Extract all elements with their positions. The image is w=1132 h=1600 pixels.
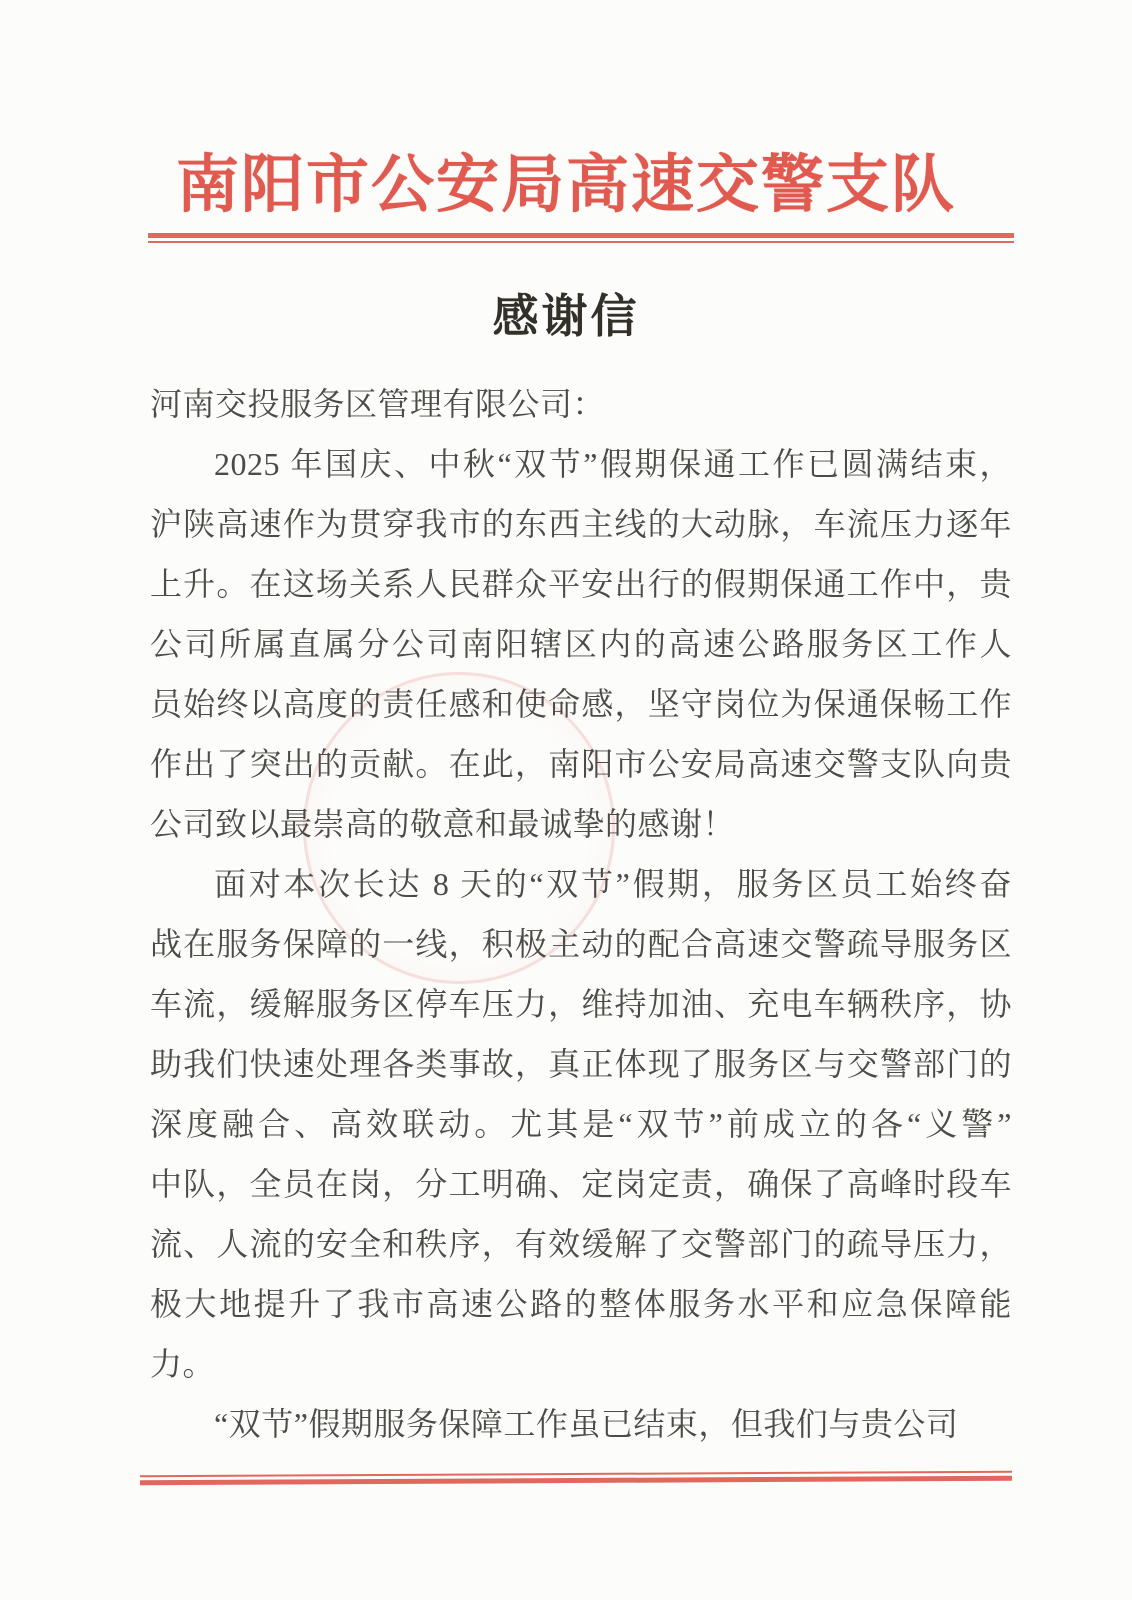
document-title: 感谢信: [492, 291, 640, 342]
letterhead-double-rule: [148, 233, 1014, 243]
letter-line-p2-l2: 车流，缓解服务区停车压力，维持加油、充电车辆秩序，协: [150, 986, 1012, 1022]
letter-line-p2-l7: 极大地提升了我市高速公路的整体服务水平和应急保障能: [150, 1286, 1012, 1322]
letter-line-p1-l0: 2025 年国庆、中秋“双节”假期保通工作已圆满结束，: [214, 446, 1012, 482]
letter-line-p2-l4: 深度融合、高效联动。尤其是“双节”前成立的各“义警”: [150, 1106, 1012, 1142]
letterhead-org-title: 南阳市公安局高速交警支队: [176, 150, 956, 220]
letter-line-p1-l4: 员始终以高度的责任感和使命感，坚守岗位为保通保畅工作: [150, 686, 1012, 722]
letter-line-p2-l3: 助我们快速处理各类事故，真正体现了服务区与交警部门的: [150, 1046, 1012, 1082]
letter-line-p1-l5: 作出了突出的贡献。在此，南阳市公安局高速交警支队向贵: [150, 746, 1012, 782]
letter-line-p2-l6: 流、人流的安全和秩序，有效缓解了交警部门的疏导压力，: [150, 1226, 1012, 1262]
letter-line-p1-l1: 沪陕高速作为贯穿我市的东西主线的大动脉，车流压力逐年: [150, 506, 1012, 542]
letter-line-p2-l8: 力。: [150, 1346, 216, 1382]
letter-body: [150, 374, 1012, 1454]
letter-line-p1-l2: 上升。在这场关系人民群众平安出行的假期保通工作中，贵: [150, 566, 1012, 602]
letter-line-p2-l0: 面对本次长达 8 天的“双节”假期，服务区员工始终奋: [214, 866, 1012, 902]
letter-line-p1-l6: 公司致以最崇高的敬意和最诚挚的感谢！: [150, 806, 736, 842]
rule-thin-bar: [148, 241, 1014, 243]
letter-line-p0-l0: 河南交投服务区管理有限公司：: [150, 386, 606, 422]
footer-double-rule: [140, 1471, 1012, 1486]
letter-line-p3-l0: “双节”假期服务保障工作虽已结束，但我们与贵公司: [214, 1406, 959, 1442]
letter-line-p1-l3: 公司所属直属分公司南阳辖区内的高速公路服务区工作人: [150, 626, 1012, 662]
letter-line-p2-l5: 中队，全员在岗，分工明确、定岗定责，确保了高峰时段车: [150, 1166, 1012, 1202]
letter-line-p2-l1: 战在服务保障的一线，积极主动的配合高速交警疏导服务区: [150, 926, 1012, 962]
